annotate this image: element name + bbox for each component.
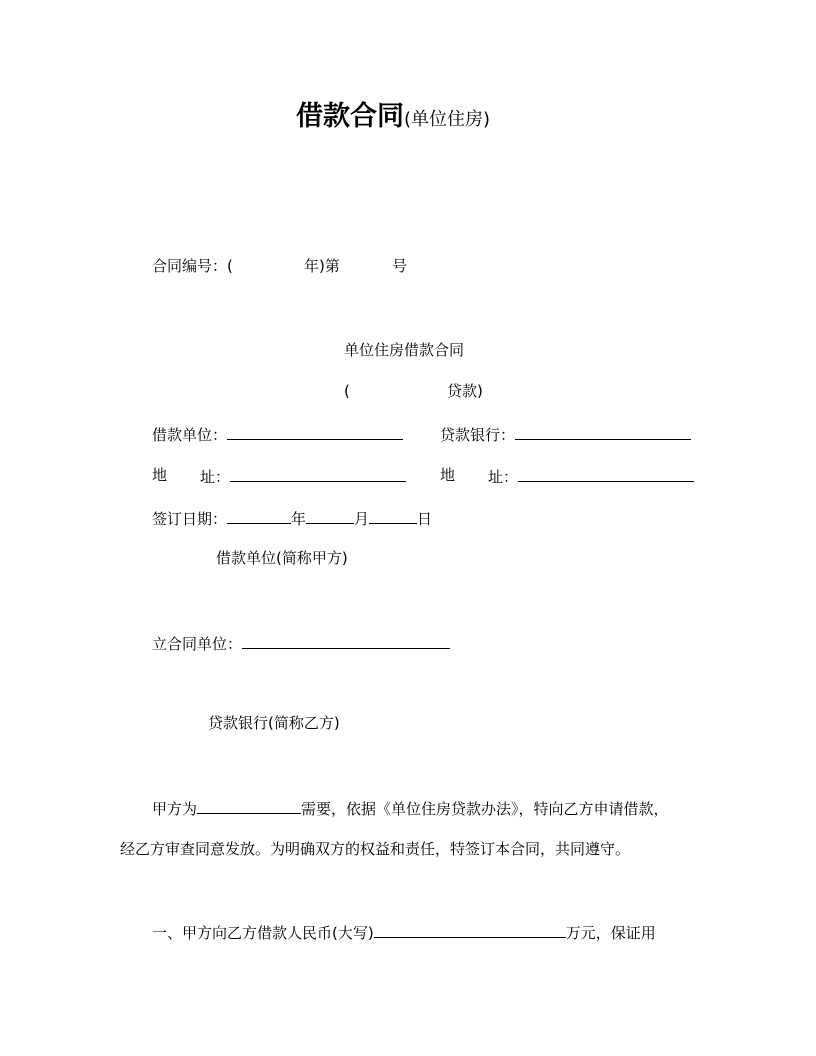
month-label: 月	[354, 510, 370, 528]
contract-number-no-suffix: 号	[392, 257, 408, 275]
clause-1	[152, 921, 656, 943]
party-a-note: 借款单位(简称甲方)	[216, 549, 348, 567]
month-blank[interactable]	[306, 507, 354, 524]
contract-number-year-suffix: 年)第	[304, 257, 340, 275]
address-left-field	[200, 465, 406, 487]
signing-unit-field	[152, 632, 450, 654]
signing-unit-label: 立合同单位：	[152, 635, 243, 653]
year-label: 年	[291, 510, 307, 528]
clause-1-suffix: 万元，保证用	[565, 924, 656, 942]
party-b-note: 贷款银行(简称乙方)	[208, 714, 340, 732]
day-label: 日	[417, 510, 433, 528]
address-right-char-a: 地	[440, 466, 456, 484]
purpose-blank[interactable]	[197, 797, 301, 814]
document-title	[296, 100, 490, 137]
paragraph-1-line-1	[152, 797, 669, 819]
borrower-label: 借款单位：	[152, 426, 228, 444]
amount-blank[interactable]	[374, 921, 566, 938]
borrower-field	[152, 423, 403, 445]
title-sub: (单位住房)	[404, 109, 491, 130]
signing-date-field	[152, 507, 432, 529]
year-blank[interactable]	[227, 507, 291, 524]
borrower-blank[interactable]	[227, 423, 403, 440]
clause-1-prefix: 一、甲方向乙方借款人民币(大写)	[152, 924, 374, 942]
lender-blank[interactable]	[515, 423, 691, 440]
loan-type-close: 贷款)	[447, 382, 483, 400]
loan-type-open: (	[344, 382, 350, 400]
contract-number-label: 合同编号：(	[152, 257, 233, 275]
signing-unit-blank[interactable]	[242, 632, 450, 649]
paragraph-1-line-2: 经乙方审查同意发放。为明确双方的权益和责任，特签订本合同，共同遵守。	[120, 840, 631, 858]
address-right-label: 址：	[488, 468, 519, 486]
address-left-blank[interactable]	[230, 465, 406, 482]
paragraph-1-suffix: 需要，依据《单位住房贷款办法》，特向乙方申请借款，	[301, 800, 669, 818]
address-right-field	[488, 465, 694, 487]
lender-label: 贷款银行：	[440, 426, 516, 444]
address-left-label: 址：	[200, 468, 231, 486]
paragraph-1-prefix: 甲方为	[152, 800, 198, 818]
signing-date-label: 签订日期：	[152, 510, 228, 528]
address-right-blank[interactable]	[518, 465, 694, 482]
subtitle: 单位住房借款合同	[344, 341, 465, 359]
day-blank[interactable]	[369, 507, 417, 524]
lender-field	[440, 423, 691, 445]
address-left-char-a: 地	[152, 466, 168, 484]
title-main: 借款合同	[296, 101, 404, 132]
